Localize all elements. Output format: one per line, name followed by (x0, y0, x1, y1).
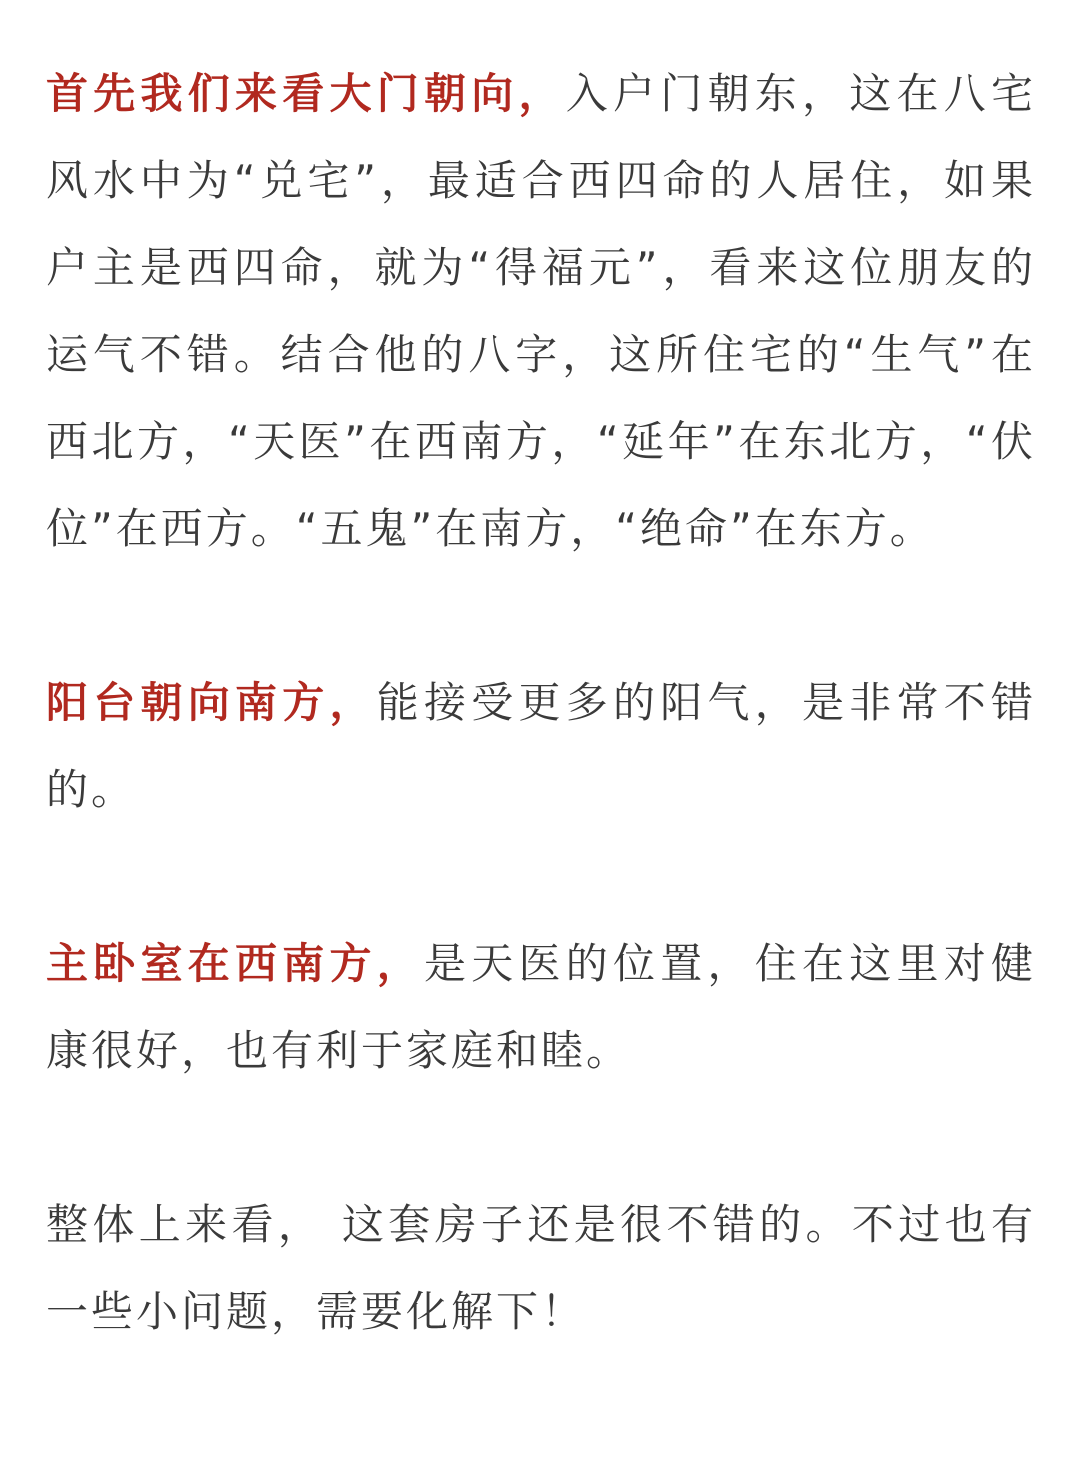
paragraph-text-summary: 整体上来看， 这套房子还是很不错的。不过也有一些小问题，需要化解下！ (46, 1200, 1036, 1336)
paragraph-text-master-bedroom: 是天医的位置，住在这里对健康很好，也有利于家庭和睦。 (46, 939, 1036, 1075)
paragraph-summary (46, 1181, 1036, 1355)
paragraph-balcony (46, 659, 1036, 833)
paragraph-lead-master-bedroom: 主卧室在西南方， (46, 939, 424, 988)
paragraph-lead-balcony: 阳台朝向南方， (46, 678, 377, 727)
paragraph-master-bedroom (46, 920, 1036, 1094)
paragraph-text-main-door: 入户门朝东，这在八宅风水中为“兑宅”，最适合西四命的人居住，如果户主是西四命，就为“得福元”，看来这位朋友的运气不错。结合他的八字，这所住宅的“生气”在西北方，“天医”在西南方，“延年”在东北方，“伏位”在西方。“五鬼”在南方，“绝命”在东方。 (46, 69, 1036, 553)
paragraph-main-door (46, 50, 1036, 572)
paragraph-lead-main-door: 首先我们来看大门朝向， (46, 69, 566, 118)
paragraph-text-balcony: 能接受更多的阳气，是非常不错的。 (46, 678, 1036, 814)
article-body (46, 50, 1036, 1355)
